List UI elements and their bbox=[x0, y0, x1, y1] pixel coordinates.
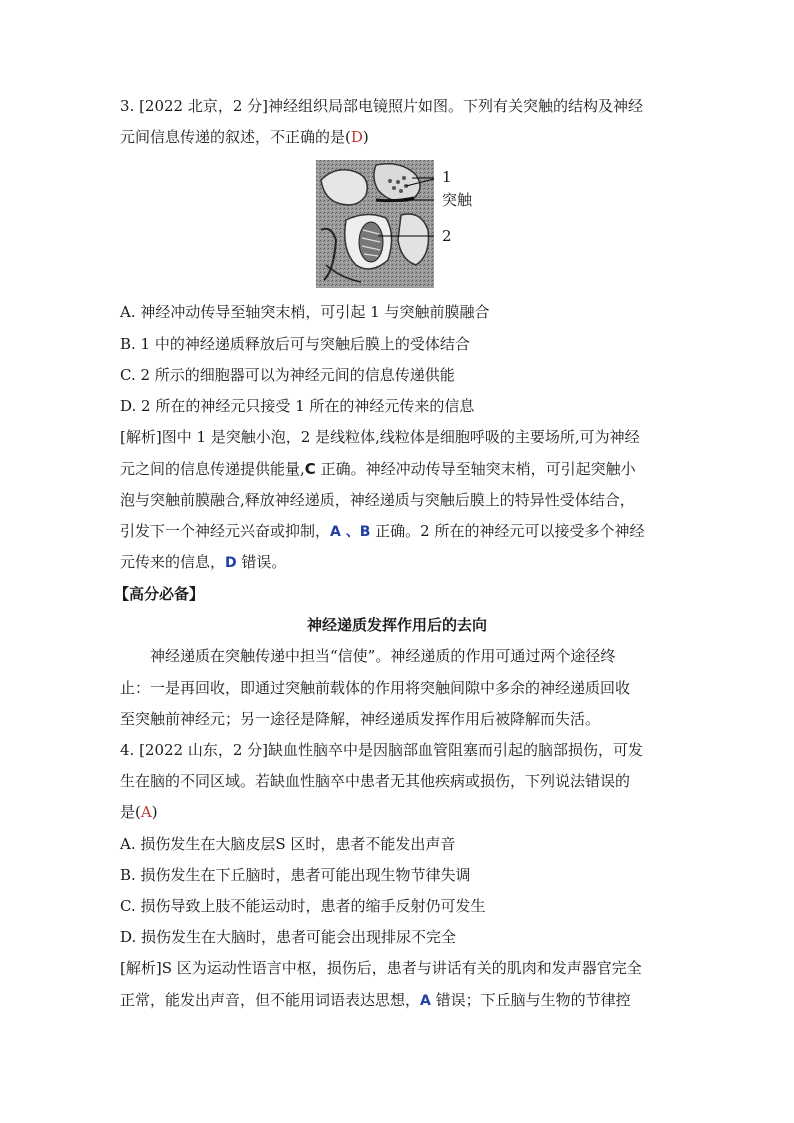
q3-analysis-letter-d: D bbox=[225, 555, 237, 571]
q3-option-b: B. 1 中的神经递质释放后可与突触后膜上的受体结合 bbox=[120, 335, 470, 353]
q3-stem-line2 bbox=[120, 127, 369, 147]
q3-analysis-line1: [解析]图中 1 是突触小泡，2 是线粒体,线粒体是细胞呼吸的主要场所,可为神经 bbox=[120, 428, 640, 446]
q4-analysis-line1: [解析]S 区为运动性语言中枢，损伤后，患者与讲话有关的肌肉和发声器官完全 bbox=[120, 959, 642, 977]
q3-analysis-line4 bbox=[120, 521, 645, 542]
q3-stem-line1: 3. [2022 北京，2 分]神经组织局部电镜照片如图。下列有关突触的结构及神经 bbox=[120, 97, 644, 115]
figure-label-1: 1 bbox=[442, 168, 452, 186]
q4-stem-text: 是( bbox=[120, 803, 141, 821]
figure-label-synapse: 突触 bbox=[442, 191, 473, 209]
q3-analysis-text: 错误。 bbox=[236, 553, 287, 571]
q3-answer: D bbox=[350, 128, 363, 146]
q3-option-a: A. 神经冲动传导至轴突末梢，可引起 1 与突触前膜融合 bbox=[120, 303, 490, 321]
high-score-para-line3: 至突触前神经元；另一途径是降解，神经递质发挥作用后被降解而失活。 bbox=[120, 710, 601, 728]
q3-analysis-letters-ab: A 、B bbox=[330, 524, 371, 540]
high-score-para-line2: 止：一是再回收，即通过突触前载体的作用将突触间隙中多余的神经递质回收 bbox=[120, 679, 631, 697]
q4-analysis-text: 正常，能发出声音，但不能用词语表达思想， bbox=[120, 991, 421, 1009]
q4-stem-line3 bbox=[120, 802, 158, 822]
q3-option-c: C. 2 所示的细胞器可以为神经元间的信息传递供能 bbox=[120, 366, 455, 384]
figure-label-2: 2 bbox=[442, 227, 452, 245]
q4-analysis-line2 bbox=[120, 990, 631, 1011]
q4-option-b: B. 损伤发生在下丘脑时，患者可能出现生物节律失调 bbox=[120, 866, 471, 884]
q3-analysis-line2 bbox=[120, 459, 636, 479]
q3-stem-close: ) bbox=[362, 128, 369, 146]
q4-answer: A bbox=[140, 803, 152, 821]
q4-stem-line1: 4. [2022 山东，2 分]缺血性脑卒中是因脑部血管阻塞而引起的脑部损伤，可发 bbox=[120, 741, 644, 759]
q4-analysis-text: 错误；下丘脑与生物的节律控 bbox=[430, 991, 631, 1009]
q3-stem-text: 元间信息传递的叙述，不正确的是( bbox=[120, 128, 351, 146]
q4-stem-line2: 生在脑的不同区域。若缺血性脑卒中患者无其他疾病或损伤，下列说法错误的 bbox=[120, 772, 631, 790]
high-score-title: 神经递质发挥作用后的去向 bbox=[306, 616, 487, 634]
micrograph-image bbox=[316, 160, 434, 288]
q3-option-d: D. 2 所在的神经元只接受 1 所在的神经元传来的信息 bbox=[120, 397, 475, 415]
q4-stem-close: ) bbox=[151, 803, 158, 821]
q3-analysis-text: 引发下一个神经元兴奋或抑制， bbox=[120, 522, 331, 540]
q3-analysis-text: 正确。神经冲动传导至轴突末梢，可引起突触小 bbox=[315, 460, 636, 478]
q3-analysis-text: 元之间的信息传递提供能量, bbox=[120, 460, 305, 478]
q3-analysis-line5 bbox=[120, 552, 286, 573]
q3-analysis-text: 元传来的信息， bbox=[120, 553, 226, 571]
electron-micrograph-figure bbox=[316, 160, 478, 288]
q3-analysis-line3: 泡与突触前膜融合,释放神经递质，神经递质与突触后膜上的特异性受体结合， bbox=[120, 491, 635, 509]
q4-option-d: D. 损伤发生在大脑时，患者可能会出现排尿不完全 bbox=[120, 928, 457, 946]
q3-analysis-letter-c: C bbox=[304, 460, 316, 478]
q4-option-a: A. 损伤发生在大脑皮层S 区时，患者不能发出声音 bbox=[120, 835, 456, 853]
q4-analysis-letter-a: A bbox=[420, 993, 431, 1009]
high-score-header: 【高分必备】 bbox=[114, 585, 205, 603]
high-score-para-line1: 神经递质在突触传递中担当“信使”。神经递质的作用可通过两个途径终 bbox=[150, 647, 616, 665]
q4-option-c: C. 损伤导致上肢不能运动时，患者的缩手反射仍可发生 bbox=[120, 897, 486, 915]
q3-analysis-text: 正确。2 所在的神经元可以接受多个神经 bbox=[370, 522, 645, 540]
